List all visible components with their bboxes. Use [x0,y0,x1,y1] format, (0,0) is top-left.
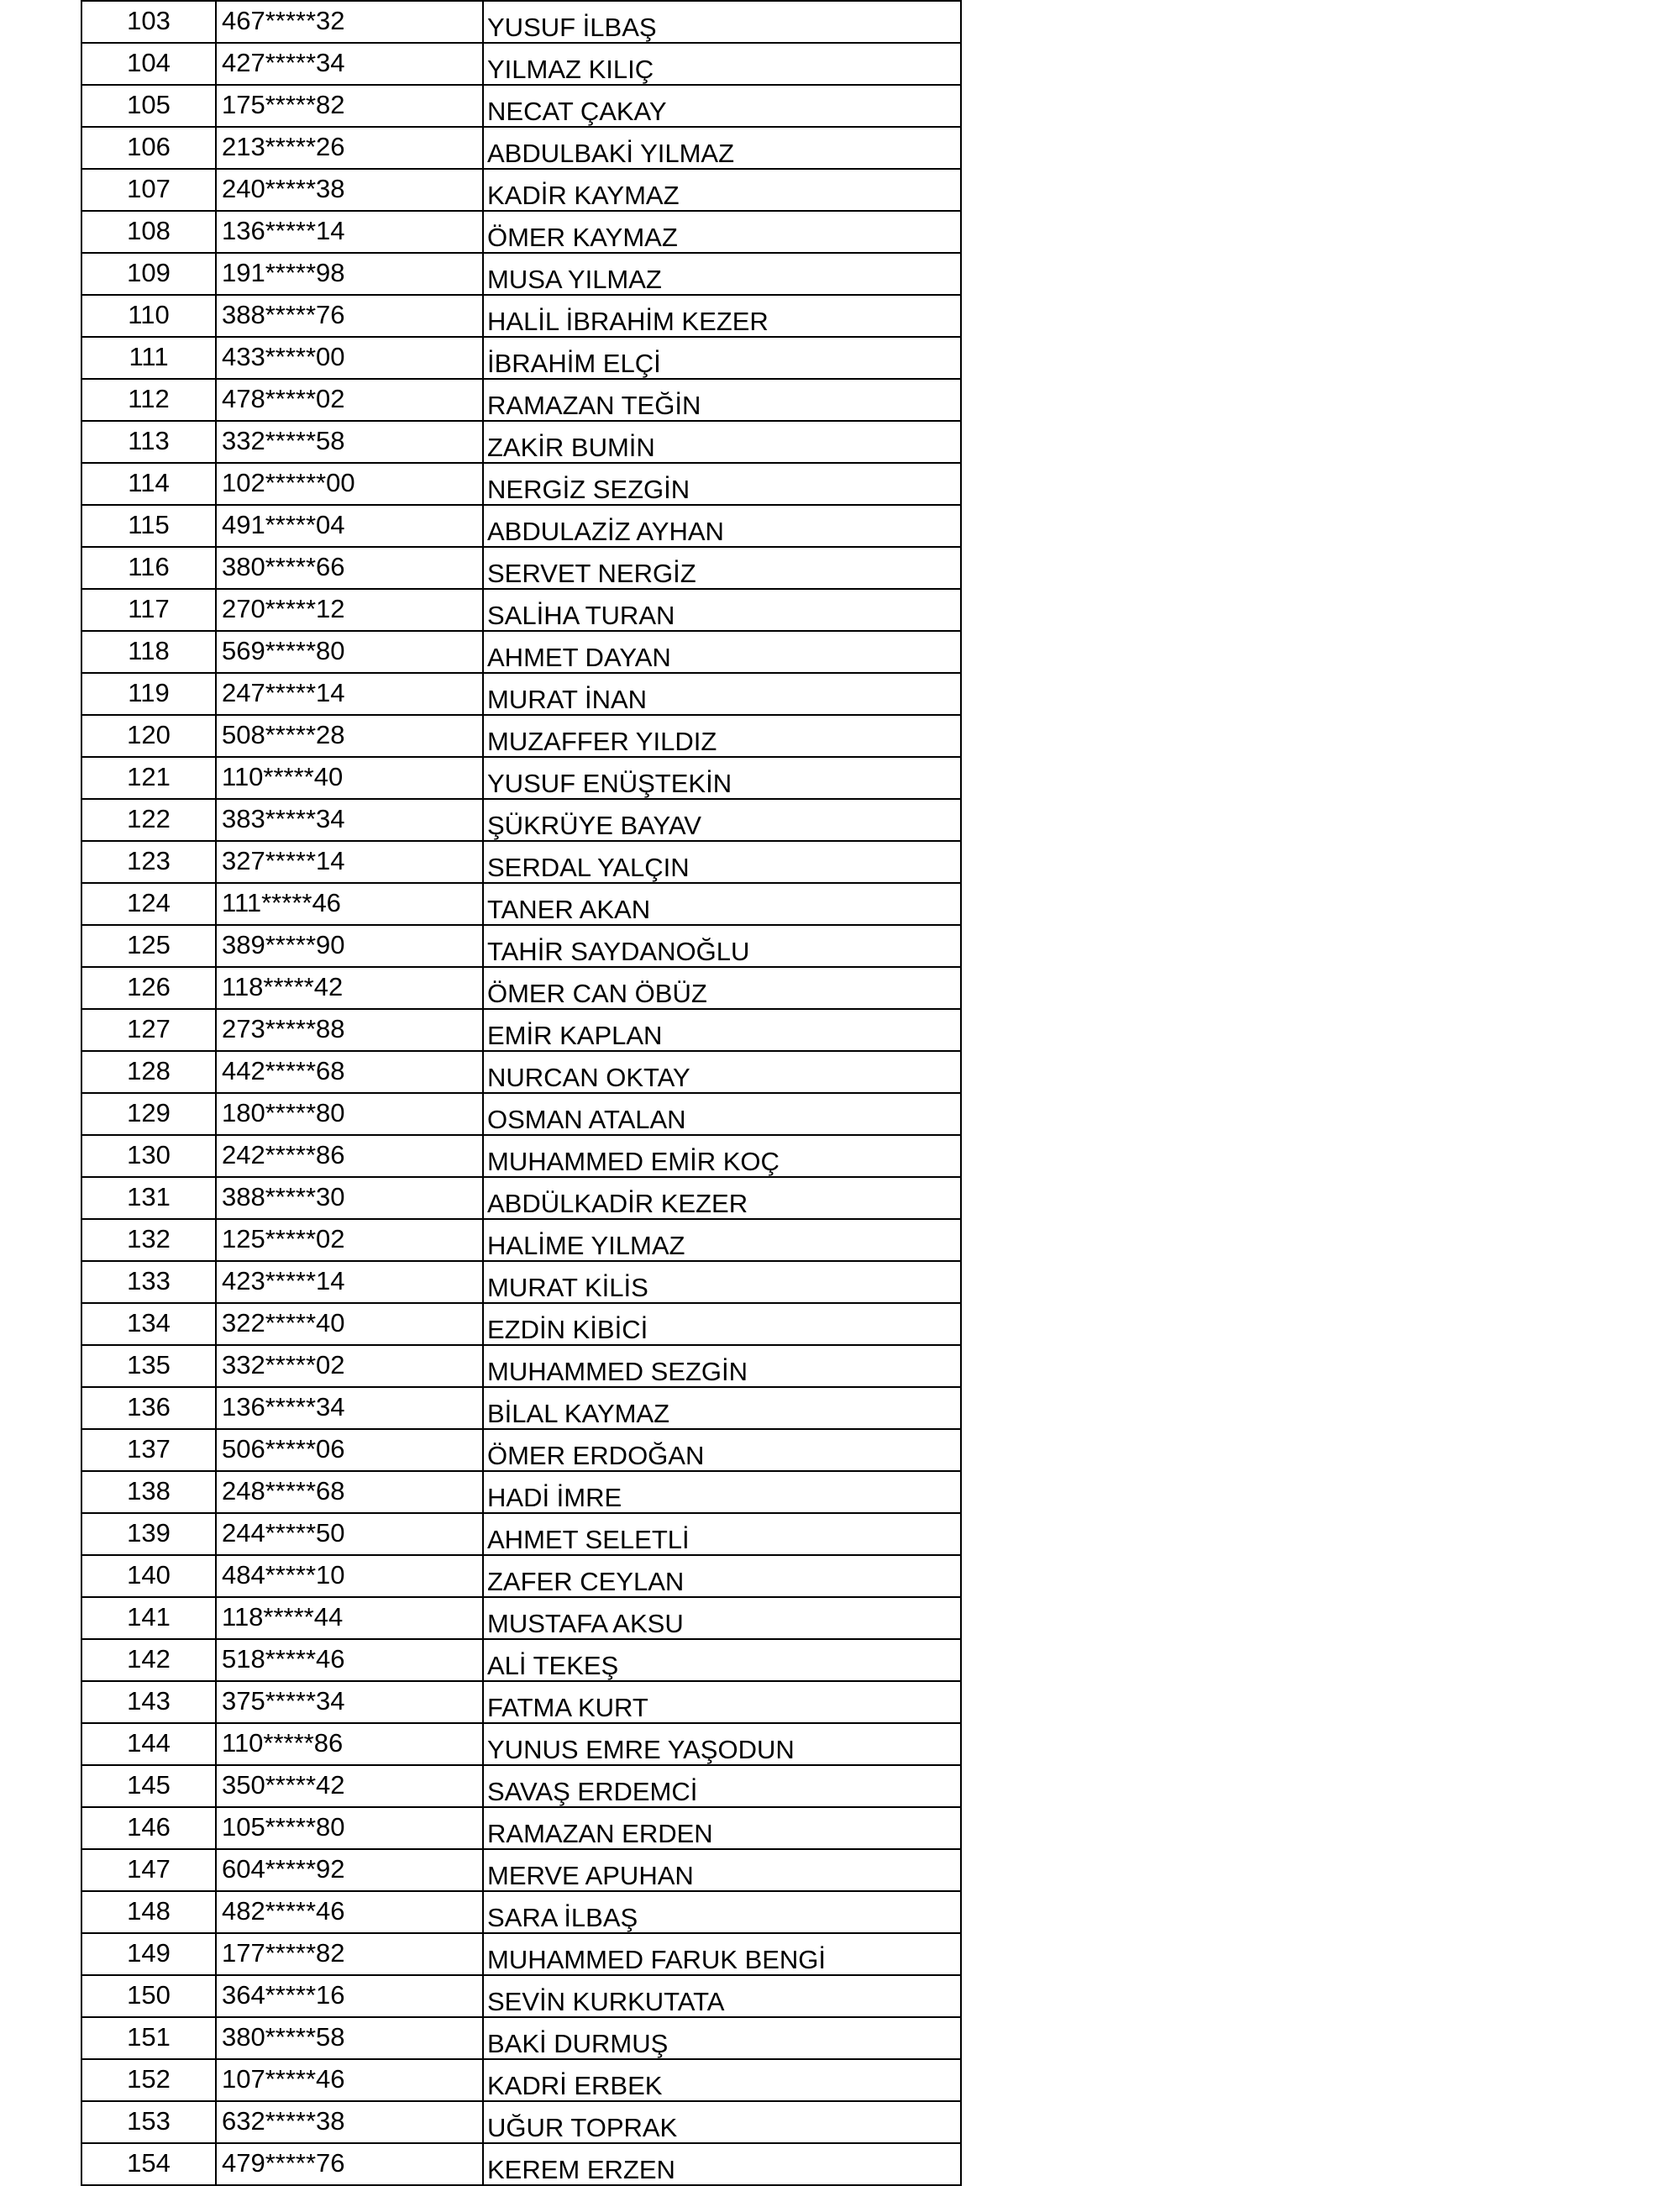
row-number-cell: 132 [81,1219,216,1261]
row-number-cell: 121 [81,757,216,799]
full-name-cell: ALİ TEKEŞ [483,1639,961,1681]
row-number-cell: 131 [81,1177,216,1219]
full-name-cell: MUSTAFA AKSU [483,1597,961,1639]
full-name-cell: SARA İLBAŞ [483,1891,961,1933]
masked-id-cell: 484*****10 [216,1555,483,1597]
full-name-cell: MURAT İNAN [483,673,961,715]
full-name-cell: MUHAMMED FARUK BENGİ [483,1933,961,1975]
full-name-cell: ÖMER CAN ÖBÜZ [483,967,961,1009]
row-number-cell: 141 [81,1597,216,1639]
row-number-cell: 146 [81,1807,216,1849]
masked-id-cell: 248*****68 [216,1471,483,1513]
row-number-cell: 118 [81,631,216,673]
masked-id-cell: 433*****00 [216,337,483,379]
row-number-cell: 120 [81,715,216,757]
name-list-table [81,0,962,2186]
full-name-cell: BAKİ DURMUŞ [483,2017,961,2059]
masked-id-cell: 118*****42 [216,967,483,1009]
full-name-cell: ZAKİR BUMİN [483,421,961,463]
row-number-cell: 117 [81,589,216,631]
row-number-cell: 148 [81,1891,216,1933]
full-name-cell: KADİR KAYMAZ [483,169,961,211]
row-number-cell: 126 [81,967,216,1009]
masked-id-cell: 242*****86 [216,1135,483,1177]
row-number-cell: 140 [81,1555,216,1597]
table-row [81,505,961,547]
masked-id-cell: 332*****02 [216,1345,483,1387]
masked-id-cell: 247*****14 [216,673,483,715]
row-number-cell: 152 [81,2059,216,2101]
masked-id-cell: 380*****66 [216,547,483,589]
masked-id-cell: 213*****26 [216,127,483,169]
masked-id-cell: 478*****02 [216,379,483,421]
masked-id-cell: 327*****14 [216,841,483,883]
masked-id-cell: 110*****40 [216,757,483,799]
row-number-cell: 103 [81,1,216,43]
full-name-cell: SERDAL YALÇIN [483,841,961,883]
row-number-cell: 145 [81,1765,216,1807]
full-name-cell: NECAT ÇAKAY [483,85,961,127]
full-name-cell: YUNUS EMRE YAŞODUN [483,1723,961,1765]
masked-id-cell: 389*****90 [216,925,483,967]
row-number-cell: 123 [81,841,216,883]
full-name-cell: AHMET DAYAN [483,631,961,673]
full-name-cell: HALİME YILMAZ [483,1219,961,1261]
full-name-cell: FATMA KURT [483,1681,961,1723]
table-row [81,757,961,799]
row-number-cell: 139 [81,1513,216,1555]
table-row [81,169,961,211]
table-row [81,421,961,463]
table-row [81,127,961,169]
masked-id-cell: 244*****50 [216,1513,483,1555]
table-row [81,295,961,337]
full-name-cell: ÖMER KAYMAZ [483,211,961,253]
row-number-cell: 112 [81,379,216,421]
table-row [81,463,961,505]
masked-id-cell: 364*****16 [216,1975,483,2017]
full-name-cell: YUSUF ENÜŞTEKİN [483,757,961,799]
row-number-cell: 116 [81,547,216,589]
row-number-cell: 153 [81,2101,216,2143]
full-name-cell: SALİHA TURAN [483,589,961,631]
masked-id-cell: 110*****86 [216,1723,483,1765]
table-row [81,1093,961,1135]
row-number-cell: 144 [81,1723,216,1765]
masked-id-cell: 102******00 [216,463,483,505]
full-name-cell: ÖMER ERDOĞAN [483,1429,961,1471]
table-row [81,1891,961,1933]
row-number-cell: 114 [81,463,216,505]
row-number-cell: 136 [81,1387,216,1429]
full-name-cell: BİLAL KAYMAZ [483,1387,961,1429]
masked-id-cell: 427*****34 [216,43,483,85]
full-name-cell: NERGİZ SEZGİN [483,463,961,505]
masked-id-cell: 191*****98 [216,253,483,295]
table-row [81,1,961,43]
full-name-cell: KADRİ ERBEK [483,2059,961,2101]
row-number-cell: 113 [81,421,216,463]
table-row [81,883,961,925]
table-row [81,1135,961,1177]
masked-id-cell: 482*****46 [216,1891,483,1933]
masked-id-cell: 518*****46 [216,1639,483,1681]
table-row [81,1177,961,1219]
row-number-cell: 133 [81,1261,216,1303]
table-row [81,547,961,589]
full-name-cell: SEVİN KURKUTATA [483,1975,961,2017]
table-row [81,253,961,295]
table-row [81,1975,961,2017]
table-row [81,841,961,883]
masked-id-cell: 569*****80 [216,631,483,673]
table-row [81,337,961,379]
row-number-cell: 125 [81,925,216,967]
row-number-cell: 128 [81,1051,216,1093]
table-row [81,1681,961,1723]
table-row [81,1051,961,1093]
table-row [81,1555,961,1597]
row-number-cell: 110 [81,295,216,337]
row-number-cell: 127 [81,1009,216,1051]
table-row [81,1387,961,1429]
masked-id-cell: 388*****76 [216,295,483,337]
full-name-cell: MUZAFFER YILDIZ [483,715,961,757]
row-number-cell: 122 [81,799,216,841]
full-name-cell: İBRAHİM ELÇİ [483,337,961,379]
table-row [81,2143,961,2185]
row-number-cell: 124 [81,883,216,925]
full-name-cell: HALİL İBRAHİM KEZER [483,295,961,337]
masked-id-cell: 332*****58 [216,421,483,463]
table-row [81,1807,961,1849]
full-name-cell: ABDULBAKİ YILMAZ [483,127,961,169]
table-row [81,1303,961,1345]
row-number-cell: 134 [81,1303,216,1345]
row-number-cell: 115 [81,505,216,547]
row-number-cell: 111 [81,337,216,379]
masked-id-cell: 240*****38 [216,169,483,211]
full-name-cell: SAVAŞ ERDEMCİ [483,1765,961,1807]
row-number-cell: 108 [81,211,216,253]
table-row [81,1009,961,1051]
table-row [81,2059,961,2101]
masked-id-cell: 270*****12 [216,589,483,631]
masked-id-cell: 383*****34 [216,799,483,841]
masked-id-cell: 107*****46 [216,2059,483,2101]
table-row [81,1639,961,1681]
row-number-cell: 138 [81,1471,216,1513]
masked-id-cell: 180*****80 [216,1093,483,1135]
table-row [81,1219,961,1261]
row-number-cell: 142 [81,1639,216,1681]
masked-id-cell: 322*****40 [216,1303,483,1345]
row-number-cell: 106 [81,127,216,169]
masked-id-cell: 442*****68 [216,1051,483,1093]
table-row [81,589,961,631]
full-name-cell: MURAT KİLİS [483,1261,961,1303]
full-name-cell: ZAFER CEYLAN [483,1555,961,1597]
row-number-cell: 137 [81,1429,216,1471]
table-row [81,2017,961,2059]
masked-id-cell: 506*****06 [216,1429,483,1471]
full-name-cell: HADİ İMRE [483,1471,961,1513]
full-name-cell: EZDİN KİBİCİ [483,1303,961,1345]
masked-id-cell: 604*****92 [216,1849,483,1891]
row-number-cell: 154 [81,2143,216,2185]
row-number-cell: 151 [81,2017,216,2059]
full-name-cell: TAHİR SAYDANOĞLU [483,925,961,967]
full-name-cell: RAMAZAN TEĞİN [483,379,961,421]
masked-id-cell: 125*****02 [216,1219,483,1261]
row-number-cell: 130 [81,1135,216,1177]
row-number-cell: 150 [81,1975,216,2017]
table-row [81,1597,961,1639]
row-number-cell: 143 [81,1681,216,1723]
table-row [81,673,961,715]
table-row [81,1765,961,1807]
masked-id-cell: 388*****30 [216,1177,483,1219]
table-row [81,85,961,127]
table-row [81,1345,961,1387]
table-row [81,715,961,757]
name-list-body [81,1,961,2185]
row-number-cell: 109 [81,253,216,295]
full-name-cell: MUSA YILMAZ [483,253,961,295]
table-row [81,1429,961,1471]
table-row [81,799,961,841]
full-name-cell: MUHAMMED SEZGİN [483,1345,961,1387]
full-name-cell: MUHAMMED EMİR KOÇ [483,1135,961,1177]
table-row [81,1723,961,1765]
full-name-cell: YUSUF İLBAŞ [483,1,961,43]
full-name-cell: NURCAN OKTAY [483,1051,961,1093]
full-name-cell: YILMAZ KILIÇ [483,43,961,85]
table-row [81,1471,961,1513]
row-number-cell: 107 [81,169,216,211]
full-name-cell: AHMET SELETLİ [483,1513,961,1555]
table-row [81,1849,961,1891]
masked-id-cell: 175*****82 [216,85,483,127]
row-number-cell: 105 [81,85,216,127]
row-number-cell: 104 [81,43,216,85]
table-row [81,211,961,253]
masked-id-cell: 632*****38 [216,2101,483,2143]
table-row [81,1933,961,1975]
masked-id-cell: 479*****76 [216,2143,483,2185]
masked-id-cell: 136*****34 [216,1387,483,1429]
masked-id-cell: 136*****14 [216,211,483,253]
masked-id-cell: 380*****58 [216,2017,483,2059]
full-name-cell: MERVE APUHAN [483,1849,961,1891]
table-row [81,925,961,967]
masked-id-cell: 375*****34 [216,1681,483,1723]
full-name-cell: EMİR KAPLAN [483,1009,961,1051]
masked-id-cell: 273*****88 [216,1009,483,1051]
full-name-cell: OSMAN ATALAN [483,1093,961,1135]
masked-id-cell: 177*****82 [216,1933,483,1975]
full-name-cell: ŞÜKRÜYE BAYAV [483,799,961,841]
table-row [81,379,961,421]
table-row [81,43,961,85]
table-row [81,1261,961,1303]
masked-id-cell: 467*****32 [216,1,483,43]
masked-id-cell: 350*****42 [216,1765,483,1807]
table-row [81,631,961,673]
full-name-cell: SERVET NERGİZ [483,547,961,589]
full-name-cell: ABDULAZİZ AYHAN [483,505,961,547]
masked-id-cell: 118*****44 [216,1597,483,1639]
full-name-cell: RAMAZAN ERDEN [483,1807,961,1849]
masked-id-cell: 508*****28 [216,715,483,757]
row-number-cell: 147 [81,1849,216,1891]
masked-id-cell: 423*****14 [216,1261,483,1303]
table-row [81,967,961,1009]
row-number-cell: 129 [81,1093,216,1135]
full-name-cell: TANER AKAN [483,883,961,925]
row-number-cell: 135 [81,1345,216,1387]
row-number-cell: 119 [81,673,216,715]
full-name-cell: UĞUR TOPRAK [483,2101,961,2143]
full-name-cell: KEREM ERZEN [483,2143,961,2185]
table-row [81,1513,961,1555]
row-number-cell: 149 [81,1933,216,1975]
masked-id-cell: 491*****04 [216,505,483,547]
full-name-cell: ABDÜLKADİR KEZER [483,1177,961,1219]
masked-id-cell: 105*****80 [216,1807,483,1849]
table-row [81,2101,961,2143]
masked-id-cell: 111*****46 [216,883,483,925]
